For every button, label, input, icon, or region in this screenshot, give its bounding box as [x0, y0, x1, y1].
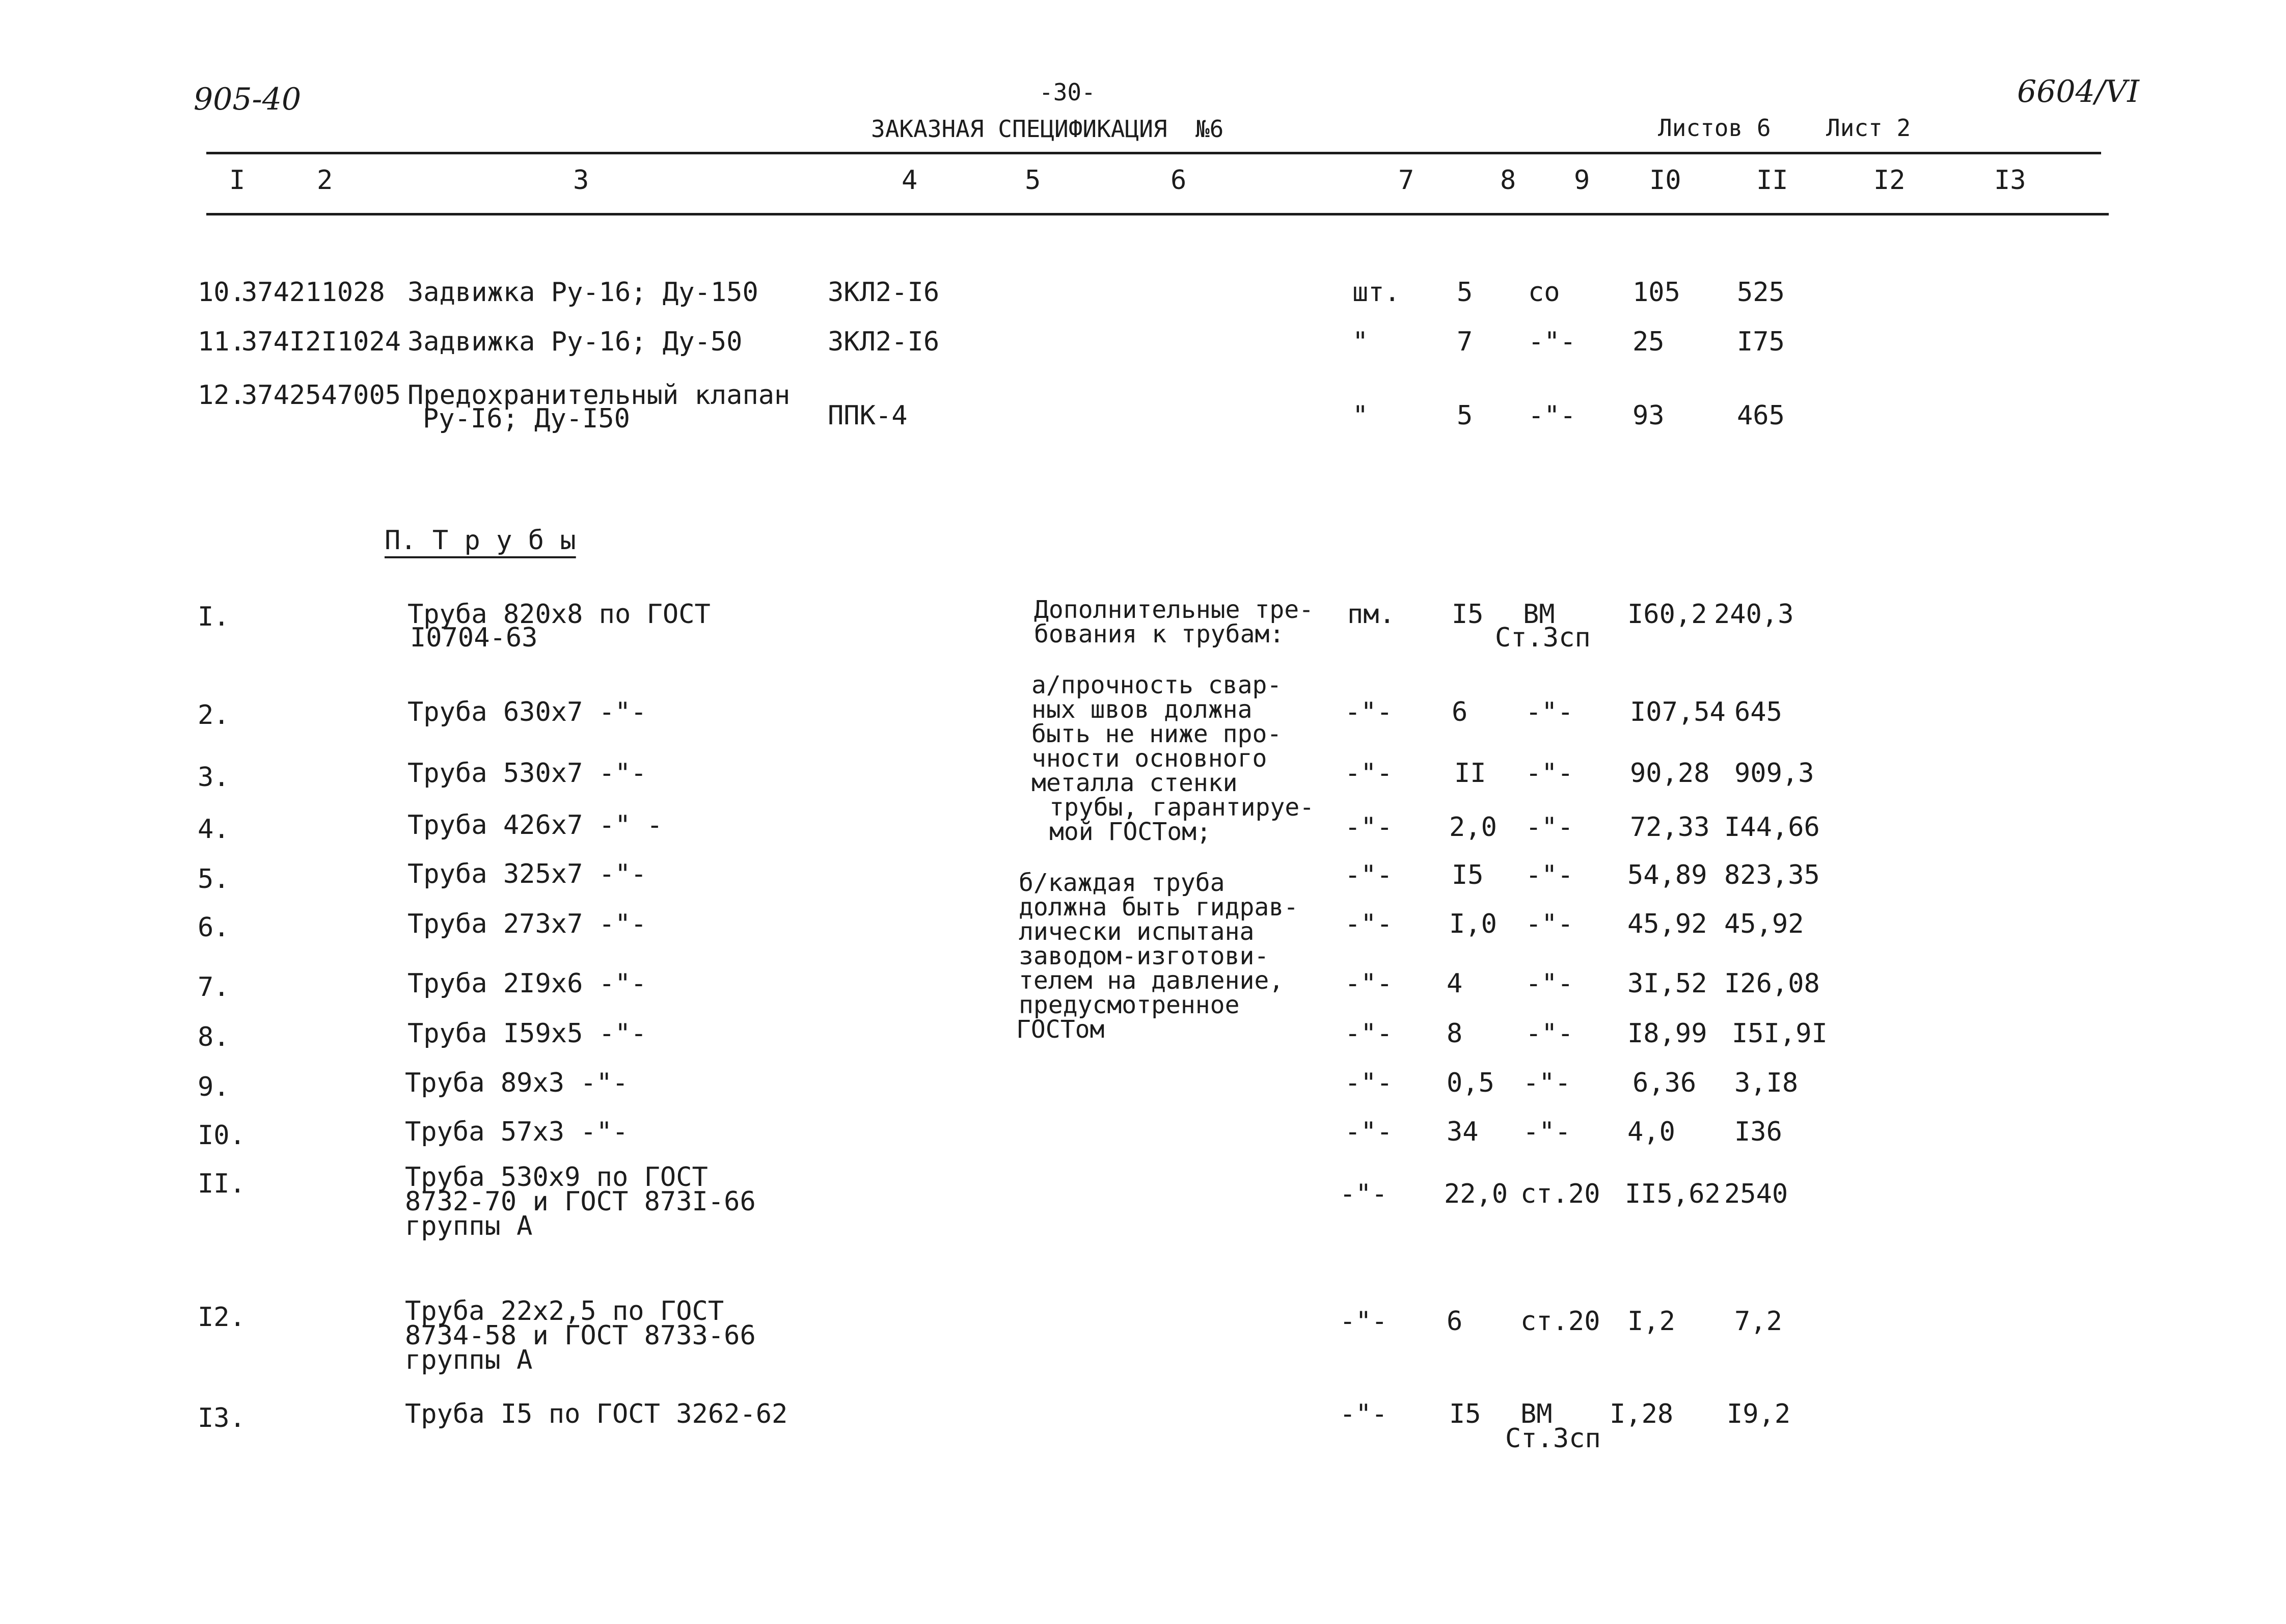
- column-number: 4: [902, 165, 918, 196]
- item-unit: пм.: [1347, 599, 1395, 630]
- item-price: I,28: [1610, 1399, 1674, 1429]
- item-code: 374211028: [241, 277, 385, 308]
- item-unit: -"-: [1345, 812, 1393, 843]
- column-number: II: [1756, 165, 1788, 196]
- item-price: 105: [1632, 277, 1680, 308]
- item-price: 3I,52: [1627, 968, 1707, 999]
- item-name: Труба 57х3 -"-: [405, 1117, 629, 1147]
- column-number: 8: [1500, 165, 1516, 196]
- position-number: 3.: [198, 762, 230, 793]
- item-total: 45,92: [1724, 909, 1804, 939]
- item-quantity: 5: [1457, 400, 1473, 431]
- item-unit: -"-: [1345, 1018, 1393, 1049]
- item-material: -"-: [1526, 812, 1573, 843]
- section-title: П. Т р у б ы: [385, 525, 576, 556]
- requirements-heading: Дополнительные тре-: [1034, 596, 1314, 624]
- item-material: -"-: [1526, 968, 1573, 999]
- item-quantity: II: [1454, 758, 1486, 789]
- item-name-continued: 8732-70 и ГОСТ 873I-66: [405, 1186, 756, 1217]
- item-price: II5,62: [1625, 1179, 1721, 1209]
- item-total: 240,3: [1714, 599, 1794, 630]
- item-total: 823,35: [1724, 860, 1820, 890]
- item-total: 465: [1737, 400, 1785, 431]
- item-name-continued: I0704-63: [410, 622, 538, 653]
- item-price: 45,92: [1627, 909, 1707, 939]
- item-name: Задвижка Ру-16; Ду-50: [407, 327, 743, 357]
- sheet-number: Лист 2: [1826, 114, 1911, 142]
- item-name: Труба 273х7 -"-: [407, 909, 647, 939]
- position-number: I2.: [198, 1302, 246, 1333]
- position-number: 12.: [198, 380, 246, 411]
- sheets-count: Листов 6: [1658, 114, 1771, 142]
- column-number: 7: [1398, 165, 1414, 196]
- item-total: I75: [1737, 327, 1785, 357]
- item-material: -"-: [1526, 1018, 1573, 1049]
- item-price: I8,99: [1627, 1018, 1707, 1049]
- item-unit: -"-: [1345, 697, 1393, 727]
- item-total: I26,08: [1724, 968, 1820, 999]
- item-total: I44,66: [1724, 812, 1820, 843]
- item-name: Труба 630х7 -"-: [407, 697, 647, 727]
- item-name-continued: Ру-I6; Ду-I50: [423, 403, 630, 434]
- position-number: I.: [198, 602, 230, 632]
- item-price: 4,0: [1627, 1117, 1675, 1147]
- column-number: 3: [573, 165, 589, 196]
- item-unit: ": [1352, 400, 1369, 431]
- column-number: I0: [1649, 165, 1681, 196]
- item-price: 90,28: [1630, 758, 1710, 789]
- item-name: Предохранительный клапан: [407, 380, 791, 411]
- item-quantity: 0,5: [1447, 1068, 1494, 1098]
- item-quantity: I5: [1452, 599, 1484, 630]
- item-quantity: 7: [1457, 327, 1473, 357]
- item-name: Труба 820х8 по ГОСТ: [407, 599, 711, 630]
- item-quantity: 34: [1447, 1117, 1479, 1147]
- requirement-a-line: трубы, гарантируе-: [1049, 793, 1315, 822]
- item-total: I5I,9I: [1732, 1018, 1828, 1049]
- item-unit: -"-: [1345, 1068, 1393, 1098]
- item-name-continued: 8734-58 и ГОСТ 8733-66: [405, 1320, 756, 1351]
- item-material: ст.20: [1520, 1306, 1600, 1337]
- item-name: Труба 530х9 по ГОСТ: [405, 1162, 708, 1193]
- column-number: I2: [1873, 165, 1906, 196]
- item-quantity: I5: [1452, 860, 1484, 890]
- item-unit: -"-: [1340, 1179, 1387, 1209]
- item-quantity: 6: [1447, 1306, 1463, 1337]
- requirement-a-line: металла стенки: [1031, 769, 1238, 797]
- item-total: 3,I8: [1734, 1068, 1799, 1098]
- item-name: Труба 426х7 -" -: [407, 810, 663, 841]
- header-bottom-rule: [206, 213, 2109, 215]
- item-mark: ЗКЛ2-I6: [828, 327, 940, 357]
- item-material: -"-: [1523, 1068, 1571, 1098]
- column-number: 9: [1574, 165, 1590, 196]
- item-unit: -"-: [1345, 860, 1393, 890]
- item-material: -"-: [1526, 860, 1573, 890]
- position-number: 11.: [198, 327, 246, 357]
- requirement-a-line: мой ГОСТом;: [1049, 818, 1211, 846]
- requirement-b-line: предусмотренное: [1019, 991, 1240, 1019]
- requirement-b-line: телем на давление,: [1019, 966, 1284, 995]
- column-number: 2: [317, 165, 333, 196]
- position-number: 6.: [198, 912, 230, 943]
- header-top-rule: [206, 152, 2101, 154]
- document-code-right: 6604/VI: [2017, 74, 2139, 110]
- position-number: 8.: [198, 1022, 230, 1052]
- item-unit: -"-: [1345, 1117, 1393, 1147]
- position-number: 10.: [198, 277, 246, 308]
- item-total: 7,2: [1734, 1306, 1782, 1337]
- item-price: 54,89: [1627, 860, 1707, 890]
- requirement-b-line: ГОСТом: [1016, 1015, 1105, 1044]
- item-material: ВМ: [1520, 1399, 1553, 1429]
- requirement-a-line: ных швов должна: [1031, 695, 1253, 724]
- item-total: 525: [1737, 277, 1785, 308]
- item-material: ВМ: [1523, 599, 1555, 630]
- item-unit: -"-: [1340, 1306, 1387, 1337]
- position-number: I0.: [198, 1120, 246, 1151]
- item-note: -"-: [1528, 400, 1576, 431]
- item-code: 3742547005: [241, 380, 401, 411]
- item-quantity: 6: [1452, 697, 1468, 727]
- item-quantity: 2,0: [1449, 812, 1497, 843]
- item-price: 72,33: [1630, 812, 1710, 843]
- item-total: I9,2: [1727, 1399, 1791, 1429]
- position-number: 5.: [198, 864, 230, 895]
- position-number: 9.: [198, 1072, 230, 1102]
- item-material-continued: Ст.3сп: [1505, 1423, 1601, 1454]
- document-code-left: 905-40: [194, 82, 302, 117]
- item-unit: -"-: [1345, 968, 1393, 999]
- item-name: Труба I5 по ГОСТ 3262-62: [405, 1399, 788, 1429]
- item-note: -"-: [1528, 327, 1576, 357]
- item-price: I60,2: [1627, 599, 1707, 630]
- item-price: I,2: [1627, 1306, 1675, 1337]
- position-number: II.: [198, 1169, 246, 1199]
- item-total: 645: [1734, 697, 1782, 727]
- requirement-b-line: лически испытана: [1019, 917, 1255, 946]
- item-unit: шт.: [1352, 277, 1400, 308]
- position-number: I3.: [198, 1403, 246, 1433]
- requirements-heading: бования к трубам:: [1034, 620, 1285, 648]
- item-material: -"-: [1523, 1117, 1571, 1147]
- item-unit: -"-: [1340, 1399, 1387, 1429]
- item-price: 25: [1632, 327, 1665, 357]
- item-total: 2540: [1724, 1179, 1788, 1209]
- position-number: 4.: [198, 814, 230, 845]
- item-price: 93: [1632, 400, 1665, 431]
- requirement-b-line: должна быть гидрав-: [1019, 893, 1299, 922]
- column-number: I: [229, 165, 246, 196]
- item-name-continued: группы А: [405, 1345, 533, 1375]
- item-material: ст.20: [1520, 1179, 1600, 1209]
- requirement-a-line: чности основного: [1031, 744, 1267, 773]
- item-code: 374I2I1024: [241, 327, 401, 357]
- page-number: -30-: [1039, 78, 1096, 106]
- item-name: Труба 325х7 -"-: [407, 859, 647, 889]
- item-name: Задвижка Ру-16; Ду-150: [407, 277, 758, 308]
- item-quantity: I,0: [1449, 909, 1497, 939]
- item-note: со: [1528, 277, 1560, 308]
- item-mark: ЗКЛ2-I6: [828, 277, 940, 308]
- item-name: Труба I59х5 -"-: [407, 1018, 647, 1049]
- item-unit: -"-: [1345, 758, 1393, 789]
- item-name: Труба 2I9х6 -"-: [407, 968, 647, 999]
- item-mark: ППК-4: [828, 400, 908, 431]
- item-quantity: I5: [1449, 1399, 1481, 1429]
- item-material: -"-: [1526, 758, 1573, 789]
- item-quantity: 22,0: [1444, 1179, 1508, 1209]
- item-quantity: 8: [1447, 1018, 1463, 1049]
- column-number: I3: [1994, 165, 2026, 196]
- page-title: ЗАКАЗНАЯ СПЕЦИФИКАЦИЯ №6: [871, 115, 1224, 143]
- requirement-a-line: быть не ниже про-: [1031, 720, 1282, 748]
- requirement-b-line: б/каждая труба: [1019, 869, 1225, 897]
- position-number: 2.: [198, 700, 230, 730]
- item-unit: -"-: [1345, 909, 1393, 939]
- item-material: -"-: [1526, 697, 1573, 727]
- item-material-continued: Ст.3сп: [1495, 622, 1591, 653]
- item-total: 909,3: [1734, 758, 1814, 789]
- item-total: I36: [1734, 1117, 1782, 1147]
- position-number: 7.: [198, 972, 230, 1003]
- item-material: -"-: [1526, 909, 1573, 939]
- item-name: Труба 89х3 -"-: [405, 1068, 629, 1098]
- column-number: 5: [1025, 165, 1041, 196]
- requirement-b-line: заводом-изготови-: [1019, 942, 1269, 970]
- item-name-continued: группы А: [405, 1211, 533, 1241]
- item-quantity: 4: [1447, 968, 1463, 999]
- item-unit: ": [1352, 327, 1369, 357]
- item-quantity: 5: [1457, 277, 1473, 308]
- item-price: 6,36: [1632, 1068, 1697, 1098]
- column-number: 6: [1171, 165, 1187, 196]
- requirement-a-line: а/прочность свар-: [1031, 671, 1282, 699]
- item-price: I07,54: [1630, 697, 1726, 727]
- item-name: Труба 530х7 -"-: [407, 758, 647, 789]
- item-name: Труба 22х2,5 по ГОСТ: [405, 1296, 724, 1327]
